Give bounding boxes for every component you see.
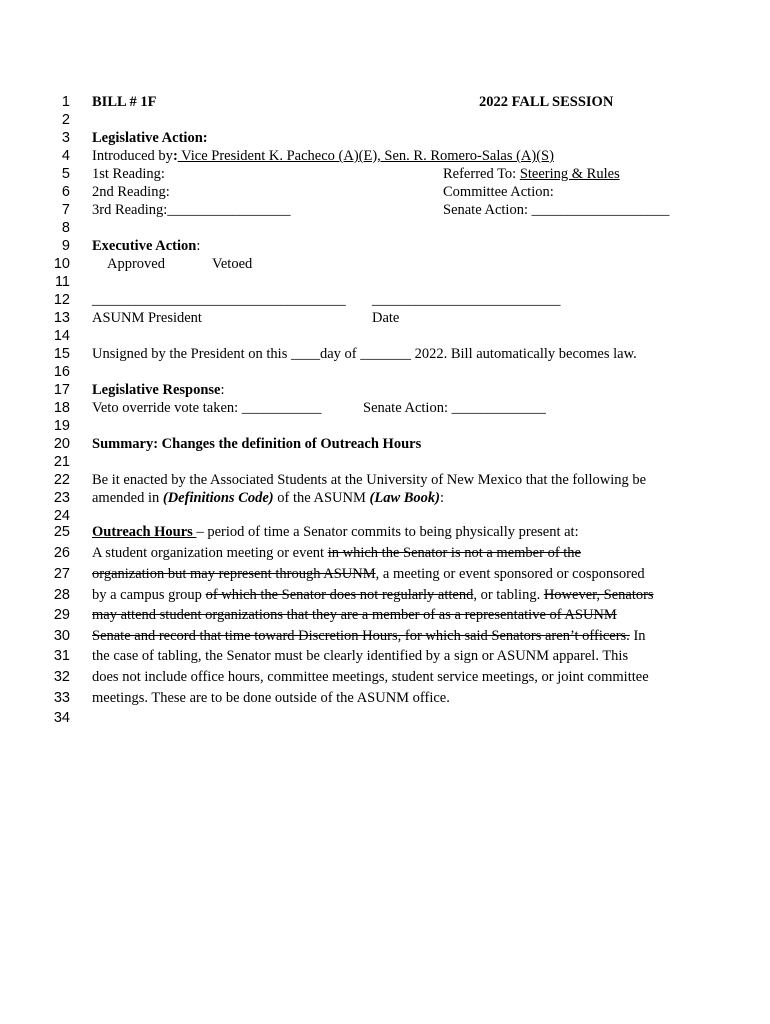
unsigned-clause: Unsigned by the President on this ____day of _______ 2022. Bill automatically becomes law. (92, 346, 637, 362)
line-number: 14 (53, 328, 70, 344)
president-label: ASUNM President (92, 310, 202, 326)
executive-action-heading: Executive Action: (92, 238, 201, 254)
enactment-line-2: amended in (Definitions Code) of the ASUNM (Law Book): (92, 490, 445, 506)
definition-line-30: Senate and record that time toward Discretion Hours, for which said Senators aren’t officers. In (92, 628, 646, 644)
line-number: 28 (53, 587, 70, 603)
definition-line-31: the case of tabling, the Senator must be clearly identified by a sign or ASUNM apparel. This (92, 648, 629, 664)
line-number: 18 (53, 400, 70, 416)
senate-action: Senate Action: ___________________ (443, 202, 670, 218)
veto-override: Veto override vote taken: ___________ (92, 400, 322, 416)
summary: Summary: Changes the definition of Outreach Hours (92, 436, 422, 452)
response-senate-action: Senate Action: _____________ (363, 400, 546, 416)
line-number: 4 (61, 148, 70, 164)
vetoed-label: Vetoed (212, 256, 253, 272)
struck-text: Senate and record that time toward Discretion Hours, for which said Senators aren’t officers. (92, 628, 630, 644)
definition-line-25: Outreach Hours – period of time a Senator commits to being physically present at: (92, 524, 579, 540)
definition-line-26: A student organization meeting or event in which the Senator is not a member of the (92, 545, 581, 561)
second-reading: 2nd Reading: (92, 184, 170, 200)
third-reading: 3rd Reading:_________________ (92, 202, 291, 218)
line-number: 24 (53, 508, 70, 524)
struck-text: However, Senators (543, 587, 654, 603)
date-label: Date (372, 310, 400, 326)
signature-line: ___________________________________ (92, 292, 346, 308)
line-number: 7 (61, 202, 70, 218)
session-title: 2022 FALL SESSION (479, 94, 614, 110)
line-number: 6 (61, 184, 70, 200)
legislative-action-heading: Legislative Action: (92, 130, 208, 146)
first-reading: 1st Reading: (92, 166, 165, 182)
committee-action: Committee Action: (443, 184, 554, 200)
struck-text: in which the Senator is not a member of the (327, 545, 581, 561)
line-number: 2 (61, 112, 70, 128)
line-number: 33 (53, 690, 70, 706)
definition-line-32: does not include office hours, committee meetings, student service meetings, or joint committee (92, 669, 649, 685)
line-number: 15 (53, 346, 70, 362)
line-number: 3 (61, 130, 70, 146)
introduced-by: Introduced by: Vice President K. Pacheco (A)(E), Sen. R. Romero-Salas (A)(S) (92, 148, 554, 164)
sponsors: Vice President K. Pacheco (A)(E), Sen. R. Romero-Salas (A)(S) (177, 148, 554, 164)
line-number: 31 (53, 648, 70, 664)
line-number: 30 (53, 628, 70, 644)
line-number: 27 (53, 566, 70, 582)
line-number: 8 (61, 220, 70, 236)
definition-line-29 (92, 607, 617, 624)
bill-number: BILL # 1F (92, 94, 157, 110)
line-number: 34 (53, 710, 70, 726)
legislative-response-heading: Legislative Response: (92, 382, 225, 398)
line-number: 10 (53, 256, 70, 272)
struck-text: organization but may represent through ASUNM (92, 566, 376, 582)
referred-to: Referred To: Steering & Rules (443, 166, 620, 182)
line-number: 11 (54, 274, 70, 290)
line-number: 21 (53, 454, 70, 470)
line-number: 1 (61, 94, 70, 110)
approved-label: Approved (107, 256, 165, 272)
struck-text: may attend student organizations that they are a member of as a representative of ASUNM (92, 607, 617, 623)
line-number: 17 (53, 382, 70, 398)
line-number: 29 (53, 607, 70, 623)
line-number: 23 (53, 490, 70, 506)
enactment-line-1: Be it enacted by the Associated Students at the University of New Mexico that the following be (92, 472, 647, 488)
line-number: 5 (61, 166, 70, 182)
line-number: 12 (53, 292, 70, 308)
definition-term: Outreach Hours (92, 524, 197, 540)
line-number: 25 (53, 524, 70, 540)
line-number: 20 (53, 436, 70, 452)
struck-text: of which the Senator does not regularly attend (205, 587, 474, 603)
line-number: 9 (61, 238, 70, 254)
line-number: 19 (53, 418, 70, 434)
definition-line-28: by a campus group of which the Senator does not regularly attend, or tabling. However, Senators (92, 587, 654, 603)
line-number: 22 (53, 472, 70, 488)
line-number: 13 (53, 310, 70, 326)
definition-line-33: meetings. These are to be done outside of the ASUNM office. (92, 690, 450, 706)
line-number: 16 (53, 364, 70, 380)
line-number: 26 (53, 545, 70, 561)
definition-line-27: organization but may represent through ASUNM, a meeting or event sponsored or cosponsored (92, 566, 645, 582)
date-line: __________________________ (372, 292, 561, 308)
line-number: 32 (53, 669, 70, 685)
